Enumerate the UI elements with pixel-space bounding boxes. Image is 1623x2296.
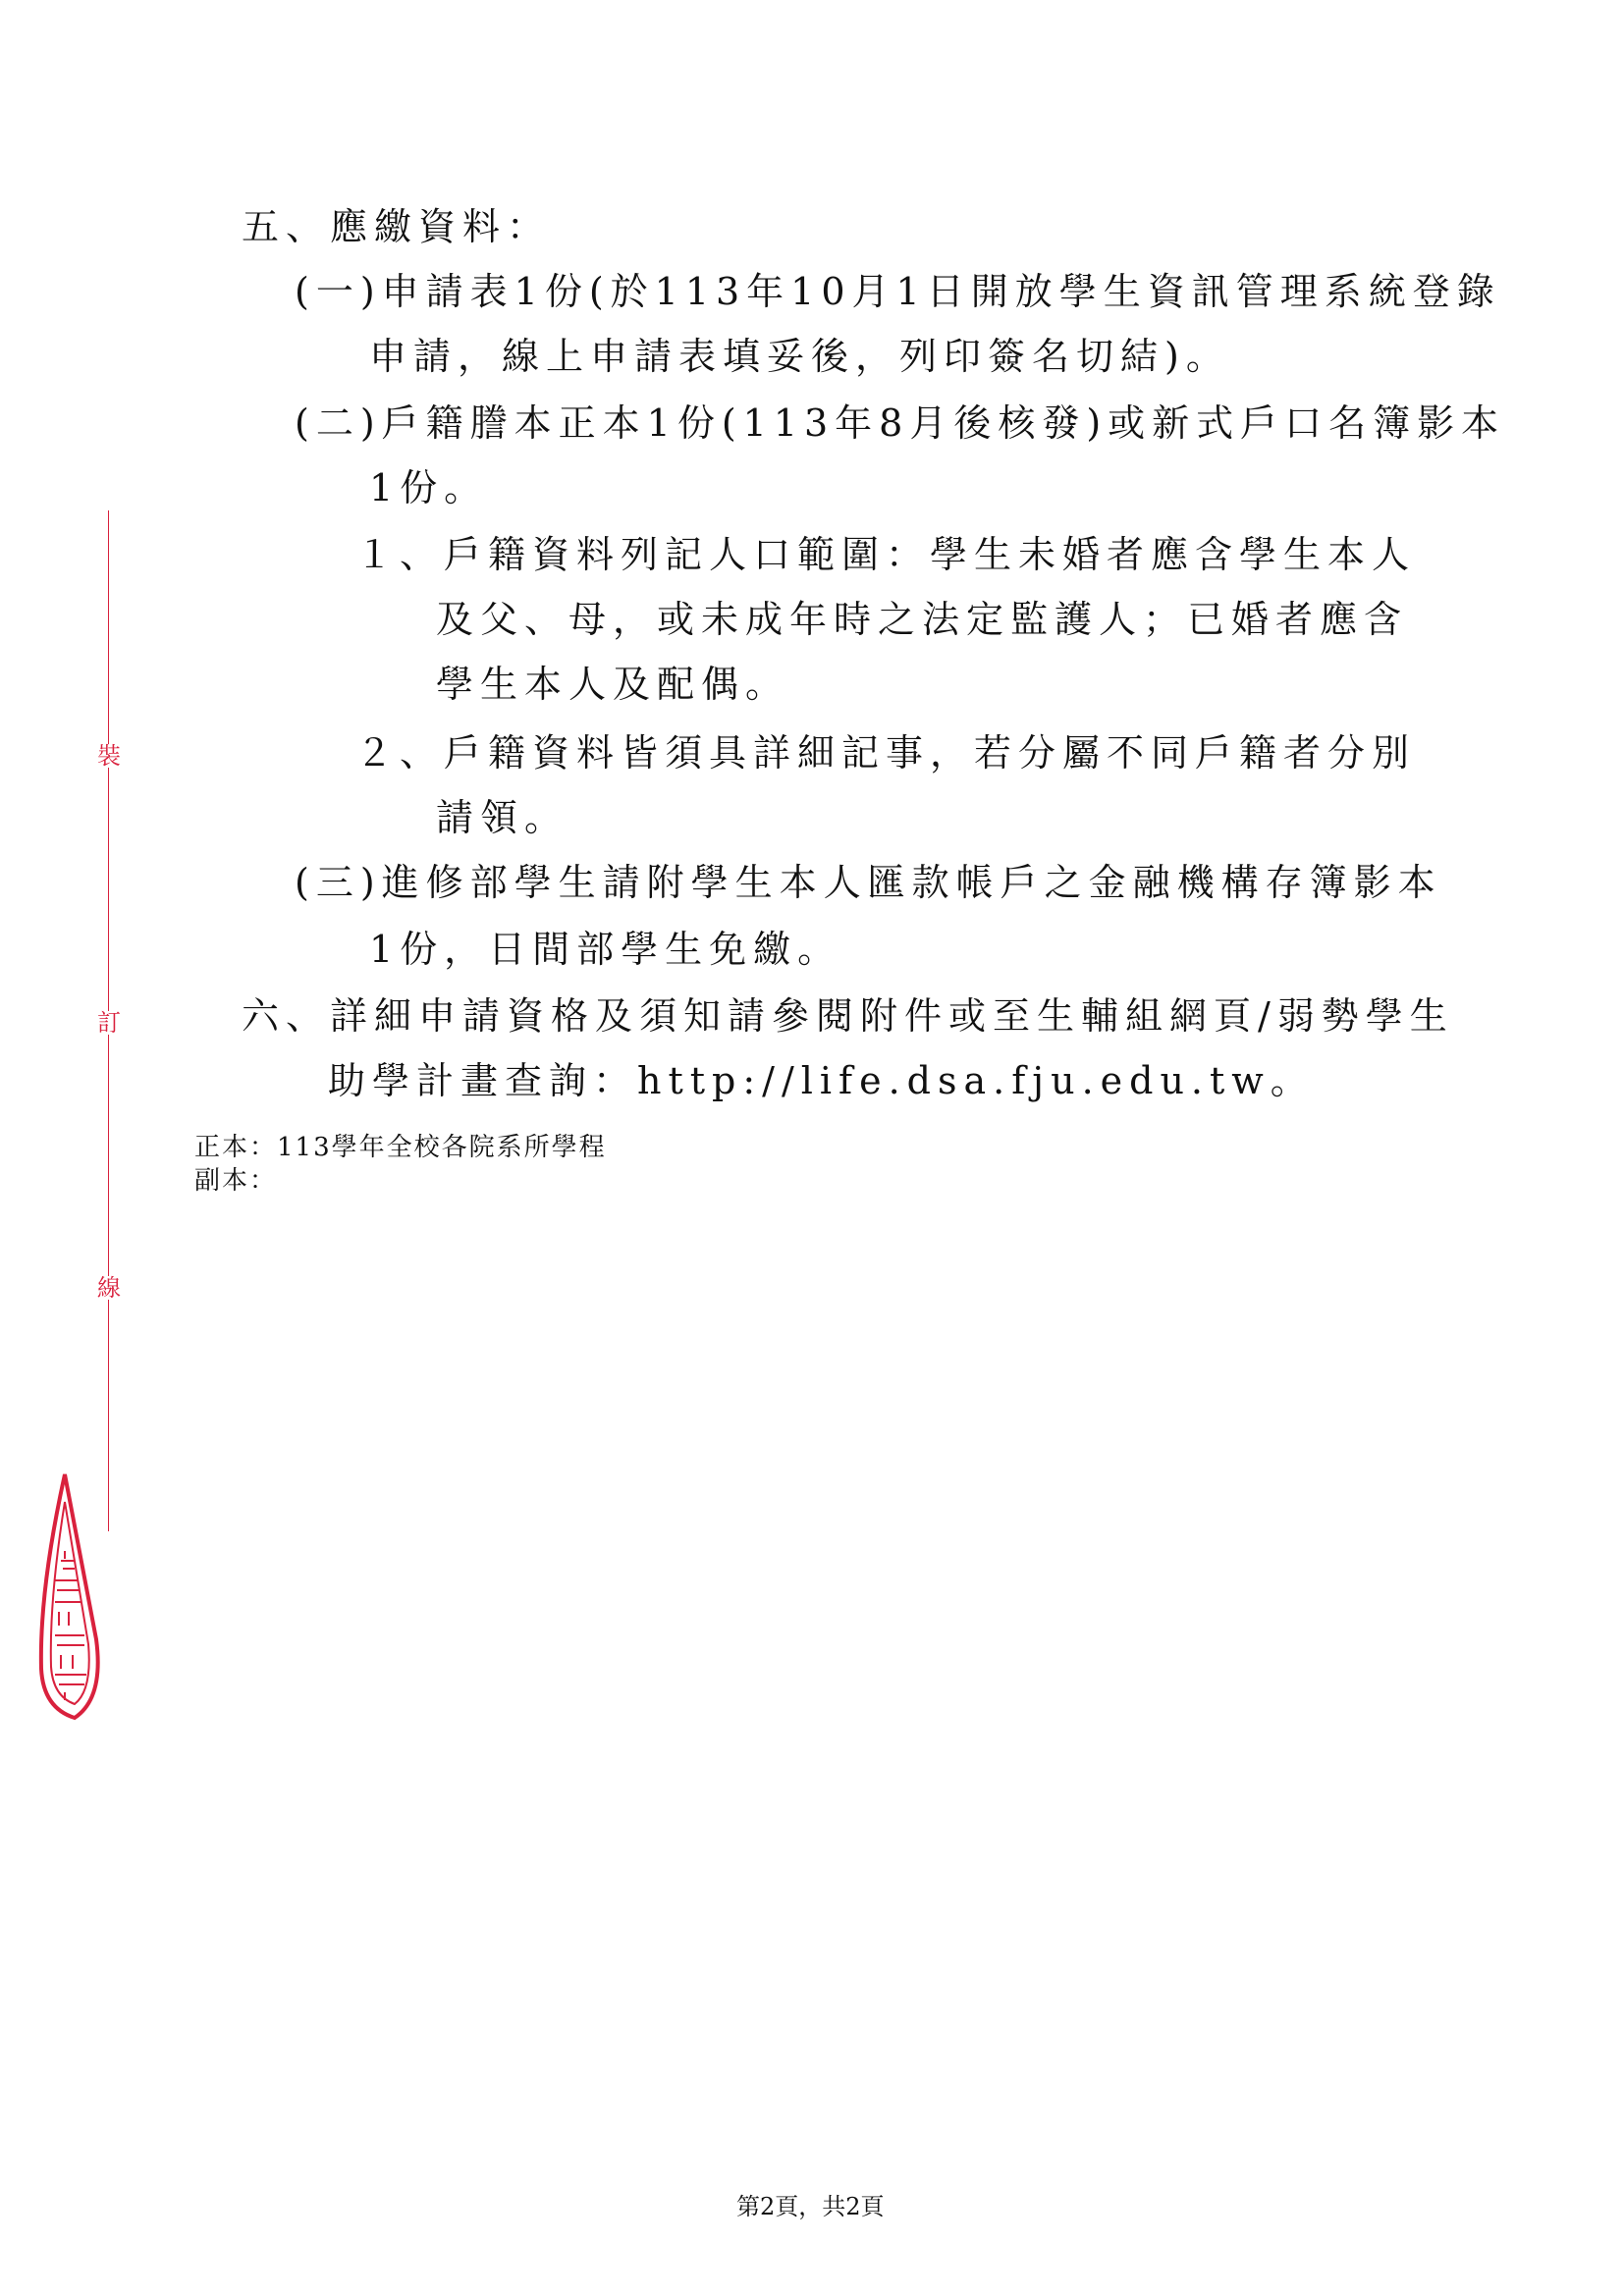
section-6-line-2 [328,1059,1315,1102]
item-1-line-2: 申請，線上申請表填妥後，列印簽名切結)。 [369,335,1230,378]
original-recipients: 正本：113學年全校各院系所學程 [194,1133,607,1162]
official-seal [35,1472,106,1728]
section-6-line-1: 六、詳細申請資格及須知請參閱附件或至生輔組網頁/弱勢學生 [242,994,1454,1038]
sub-item-1-line-3: 學生本人及配偶。 [436,663,790,706]
item-3-line-1: (三)進修部學生請附學生本人匯款帳戶之金融機構存簿影本 [295,861,1442,904]
item-2-line-1: (二)戶籍謄本正本1份(113年8月後核發)或新式戶口名簿影本 [295,401,1506,445]
section-6-link[interactable]: 助學計畫查詢：http://life.dsa.fju.edu.tw。 [328,1059,1315,1102]
item-1-line-1: (一)申請表1份(於113年10月1日開放學生資訊管理系統登錄 [295,270,1501,313]
section-5-heading: 五、應繳資料： [242,205,552,248]
item-3-line-2: 1份，日間部學生免繳。 [369,928,842,971]
sub-item-2-line-1: ２、戶籍資料皆須具詳細記事，若分屬不同戶籍者分別 [355,731,1417,774]
binding-mark-zhuang: 裝 [97,742,121,770]
sub-item-1-line-1: １、戶籍資料列記人口範圍：學生未婚者應含學生本人 [355,533,1417,576]
binding-mark-xian: 線 [97,1274,121,1302]
page-number: 第2頁，共2頁 [736,2193,885,2220]
binding-mark-ding: 訂 [97,1009,121,1037]
item-2-line-2: 1份。 [369,466,489,509]
copy-recipients: 副本： [194,1166,278,1196]
sub-item-2-line-2: 請領。 [436,796,569,839]
sub-item-1-line-2: 及父、母，或未成年時之法定監護人；已婚者應含 [436,598,1409,641]
